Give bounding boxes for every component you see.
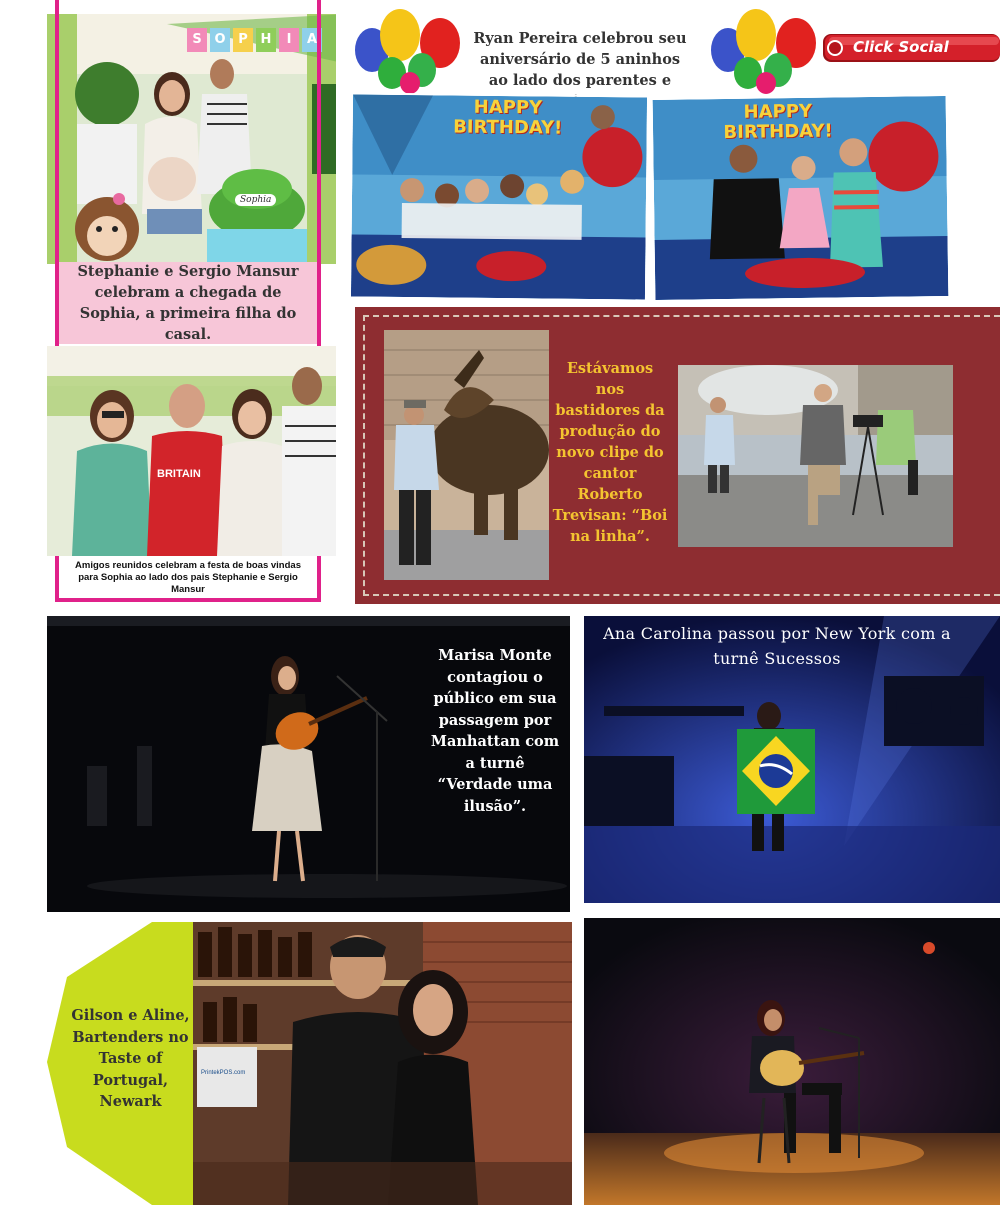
ryan-birthday-photo-1	[349, 92, 649, 301]
sophia-caption-text: Stephanie e Sergio Mansur celebram a chegada de Sophia, a primeira filha do casal.	[77, 263, 299, 343]
gilson-caption	[68, 1005, 193, 1113]
friends-caption-text: Amigos reunidos celebram a festa de boas vindas para Sophia ao lado dos pais Stephanie e Sergio Mansur	[75, 560, 301, 595]
banner-letter: P	[233, 28, 253, 52]
shirt-text: BRITAIN	[157, 468, 201, 480]
ana-caption-text: Ana Carolina passou por New York com a turnê Sucessos	[603, 624, 951, 668]
ana-carolina-caption	[584, 621, 970, 671]
click-social-label[interactable]: Click Social	[853, 38, 949, 56]
friends-caption	[59, 556, 317, 598]
gilson-caption-text: Gilson e Aline, Bartenders no Taste of Portugal, Newark	[71, 1007, 190, 1110]
balloons-right	[708, 5, 820, 95]
marisa-caption	[430, 645, 560, 817]
banner-letter: S	[187, 28, 207, 52]
birthday-banner	[453, 98, 563, 139]
sign-text: PrintekPOS.com	[201, 1070, 246, 1076]
bull-caption	[552, 358, 668, 547]
bull-photo-1	[384, 330, 549, 580]
banner-letter: O	[210, 28, 230, 52]
click-social-tab[interactable]	[823, 32, 1000, 64]
birthday-banner-2-line2: BIRTHDAY!	[723, 120, 833, 144]
ryan-caption-text: Ryan Pereira celebrou seu aniversário de 5 aninhos ao lado dos parentes e	[473, 30, 687, 89]
banner-letter: H	[256, 28, 276, 52]
cake-label: Sophia	[235, 194, 276, 206]
banner-letter: A	[302, 28, 322, 52]
sophia-caption	[59, 262, 317, 344]
friends-photo	[47, 346, 336, 556]
bull-caption-text: Estávamos nos bastidores da produção do novo clipe do cantor Roberto Trevisan: “Boi na linha”.	[552, 360, 668, 545]
gilson-aline-photo	[193, 922, 572, 1205]
birthday-banner-line1: HAPPY	[473, 96, 543, 119]
birthday-banner-2	[723, 102, 834, 144]
birthday-banner-line2: BIRTHDAY!	[453, 116, 563, 139]
ryan-birthday-photo-2	[651, 94, 951, 302]
marisa-caption-text: Marisa Monte contagiou o público em sua passagem por Manhattan com a turnê “Verdade uma ilusão”.	[430, 647, 560, 815]
birthday-banner-2-line1: HAPPY	[743, 100, 813, 123]
banner-letter: I	[279, 28, 299, 52]
ana-carolina-guitar-photo	[584, 918, 1000, 1205]
balloons-left	[352, 5, 464, 95]
bull-photo-2	[678, 365, 953, 547]
